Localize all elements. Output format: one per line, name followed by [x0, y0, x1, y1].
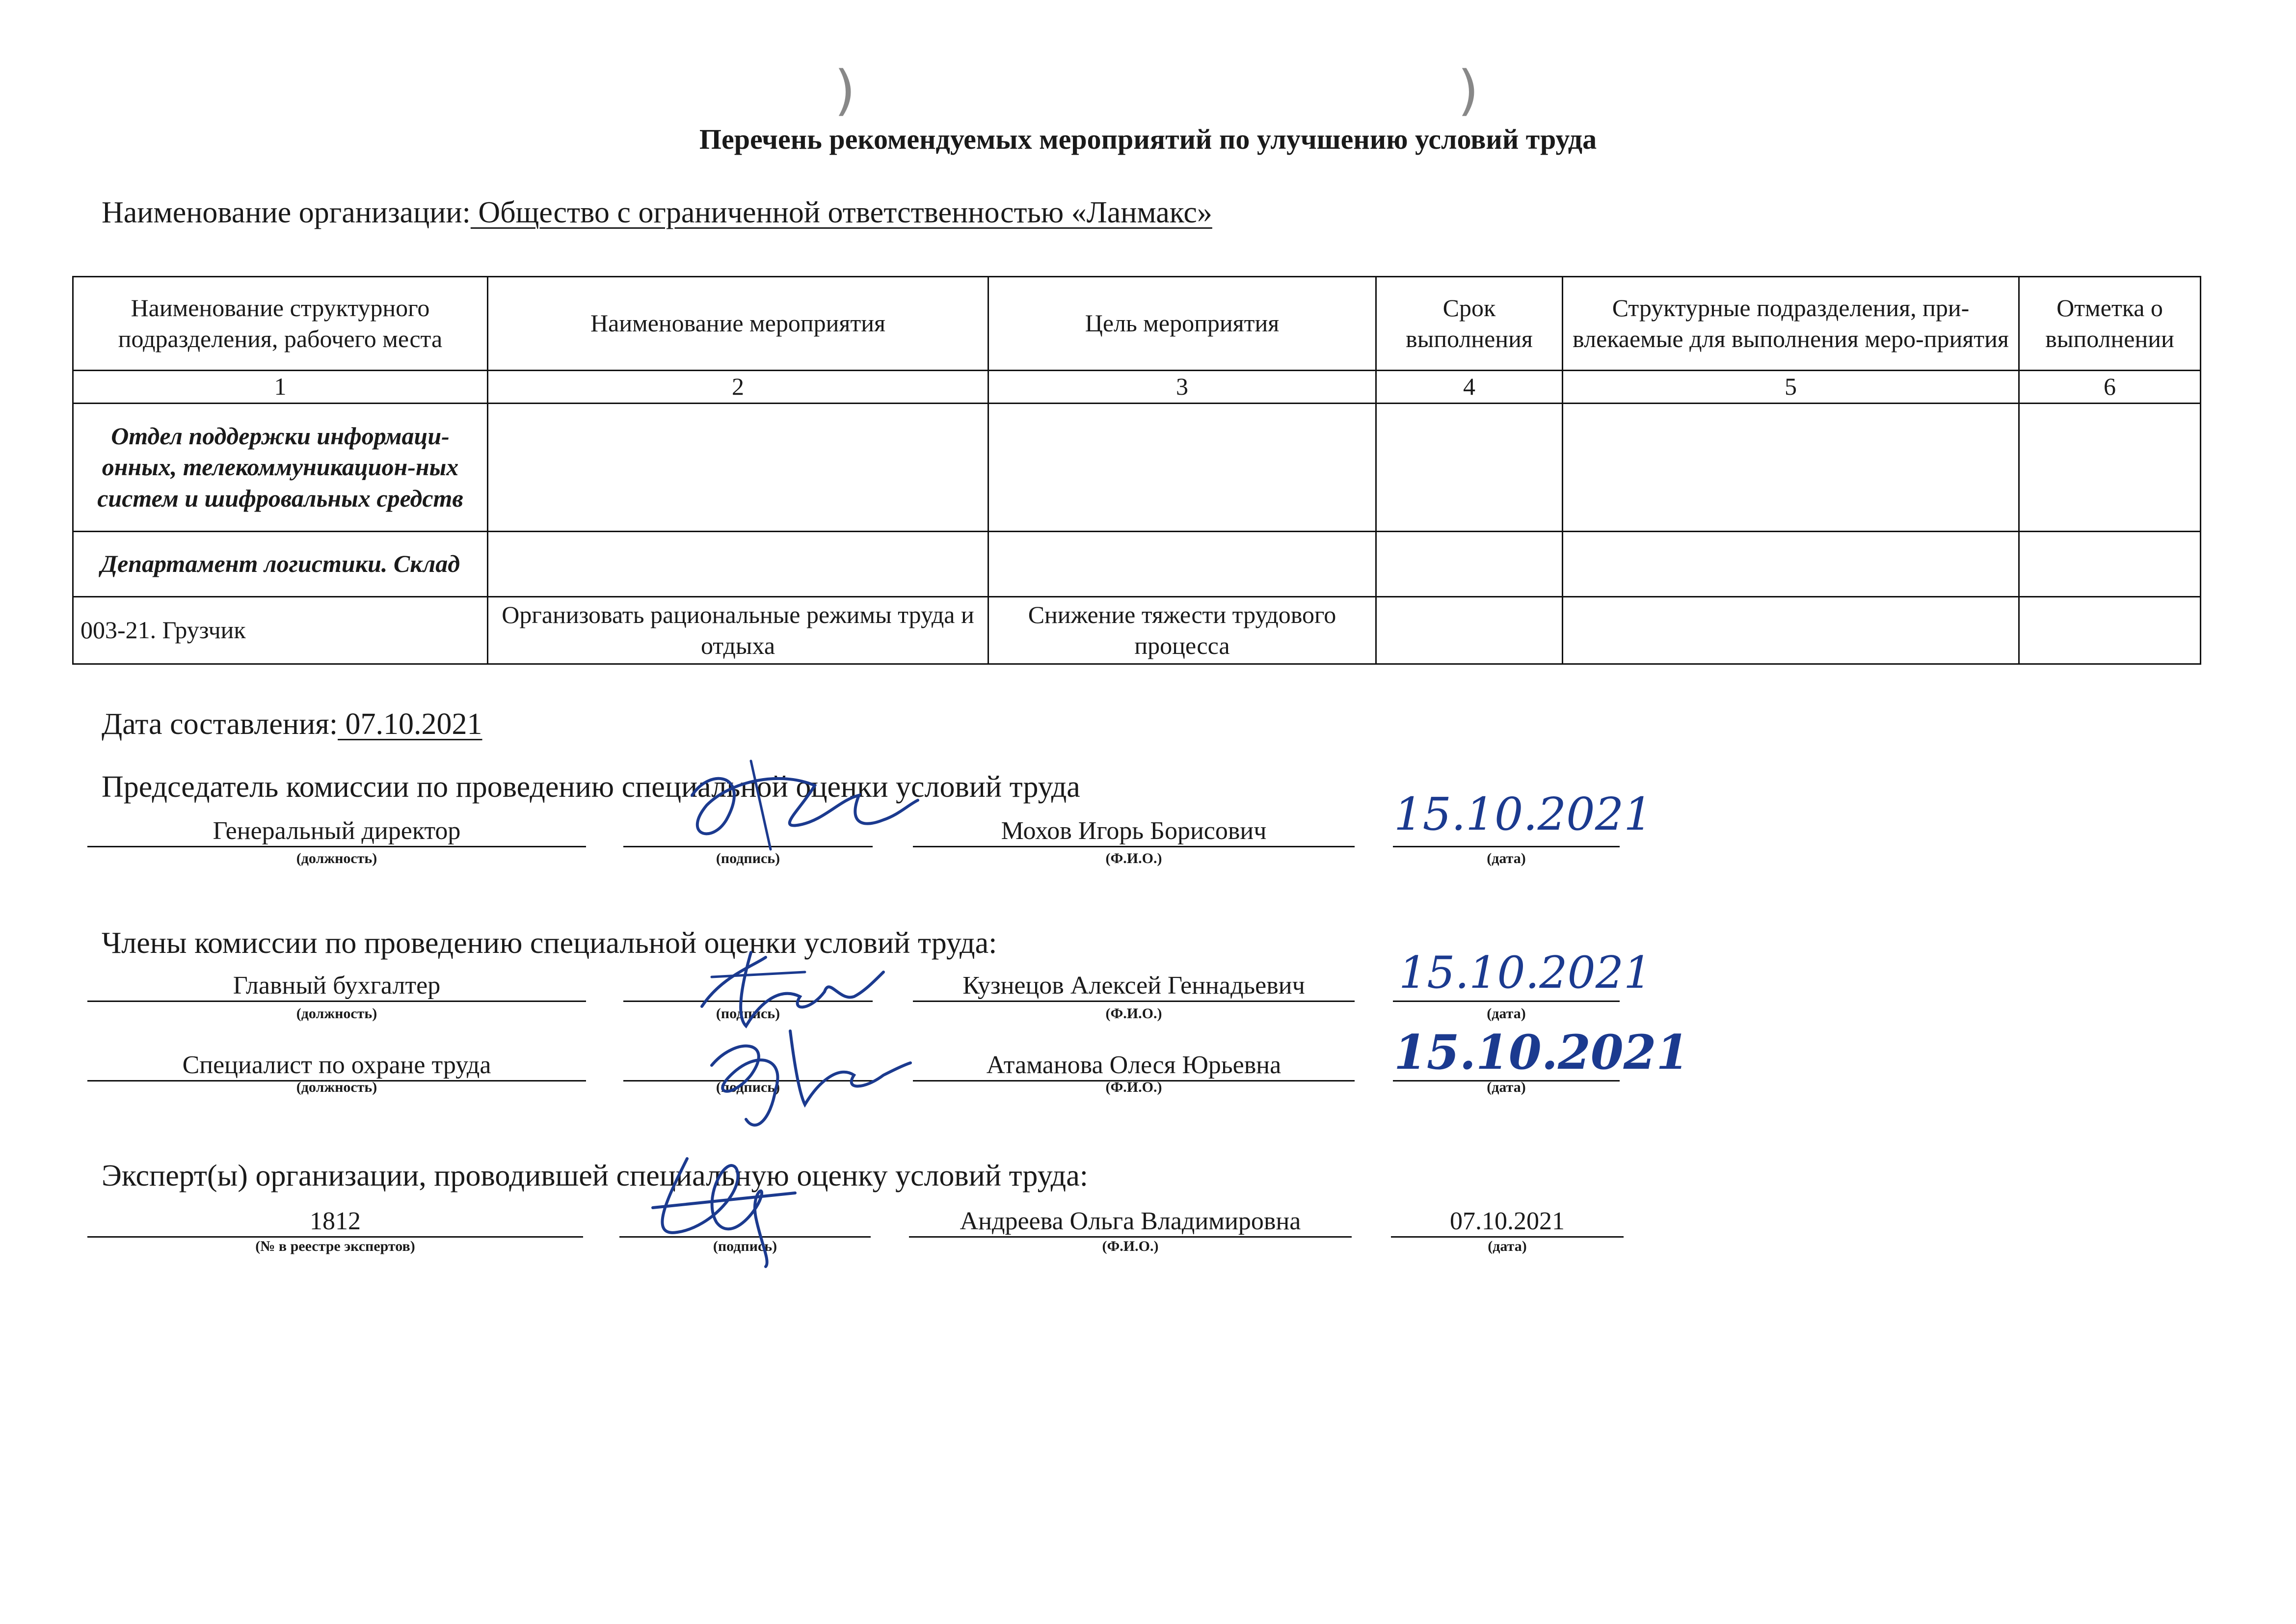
table-cell — [988, 532, 1376, 597]
caption-date: (дата) — [1487, 850, 1526, 866]
mark-cell — [2019, 597, 2201, 664]
chair-date-handwritten-icon — [1389, 788, 1653, 844]
member-position: Главный бухгалтер — [87, 971, 586, 1002]
caption-date: (дата) — [1487, 1005, 1526, 1022]
member-signature-icon — [677, 1021, 913, 1134]
table-row — [73, 597, 2201, 664]
organization-value: Общество с ограниченной ответственностью «Ланмакс» — [470, 196, 1212, 229]
column-number: 4 — [1376, 371, 1563, 404]
table-cell — [1563, 532, 2019, 597]
header-cell: Цель мероприятия — [988, 277, 1376, 371]
member-signature-icon — [682, 947, 888, 1031]
caption-fio: (Ф.И.О.) — [1105, 1079, 1162, 1095]
expert-name: Андреева Ольга Владимировна — [909, 1207, 1352, 1238]
column-number: 6 — [2019, 371, 2201, 404]
expert-date: 07.10.2021 — [1391, 1207, 1624, 1238]
member-position: Специалист по охране труда — [87, 1051, 586, 1082]
handwritten-date: 15.10.2021 — [1394, 788, 1653, 840]
header-cell: Наименование мероприятия — [488, 277, 988, 371]
header-cell: Структурные подразделения, при-влекаемые для выполнения меро-приятия — [1563, 277, 2019, 371]
members-heading: Члены комиссии по проведению специальной оценки условий труда: — [102, 926, 997, 960]
handwritten-date: 15.10.2021 — [1394, 1025, 1689, 1080]
caption-position: (должность) — [296, 1005, 377, 1022]
caption-position: (должность) — [296, 850, 377, 866]
table-cell — [2019, 532, 2201, 597]
goal-cell: Снижение тяжести трудового процесса — [988, 597, 1376, 664]
units-cell — [1563, 597, 2019, 664]
department-cell: Отдел поддержки информаци-онных, телекоммуникацион-ных систем и шифровальных средств — [73, 404, 488, 532]
table-cell — [1563, 404, 2019, 532]
table-cell — [488, 404, 988, 532]
chair-signature-icon — [653, 746, 928, 864]
member-date-handwritten-icon — [1389, 1027, 1693, 1086]
measure-cell: Организовать рациональные режимы труда и отдыха — [488, 597, 988, 664]
expert-signature-icon — [638, 1139, 805, 1272]
deadline-cell — [1376, 597, 1563, 664]
caption-signature: (подпись) — [716, 1005, 780, 1022]
caption-date: (дата) — [1487, 1079, 1526, 1095]
scan-mark: ) — [834, 59, 855, 122]
table-cell — [1376, 404, 1563, 532]
table-header-row — [73, 277, 2201, 371]
caption-fio: (Ф.И.О.) — [1105, 850, 1162, 866]
chair-position: Генеральный директор — [87, 816, 586, 847]
caption-signature: (подпись) — [716, 1079, 780, 1095]
column-number: 2 — [488, 371, 988, 404]
table-cell — [1376, 532, 1563, 597]
table-row — [73, 532, 2201, 597]
column-number: 3 — [988, 371, 1376, 404]
table-number-row — [73, 371, 2201, 404]
header-cell: Срок выполнения — [1376, 277, 1563, 371]
table-cell — [488, 532, 988, 597]
header-cell: Наименование структурного подразделения, рабочего места — [73, 277, 488, 371]
member-date-handwritten-icon — [1394, 947, 1652, 1002]
caption-signature: (подпись) — [716, 850, 780, 866]
expert-heading: Эксперт(ы) организации, проводившей специальную оценку условий труда: — [102, 1159, 1088, 1192]
caption-fio: (Ф.И.О.) — [1102, 1238, 1159, 1254]
caption-fio: (Ф.И.О.) — [1105, 1005, 1162, 1022]
compile-date-value: 07.10.2021 — [338, 707, 482, 741]
scan-mark: ) — [1458, 59, 1479, 122]
measures-table — [72, 276, 2201, 665]
caption-date: (дата) — [1488, 1238, 1527, 1254]
organization-label: Наименование организации: — [102, 196, 471, 229]
expert-registry-number: 1812 — [87, 1207, 583, 1238]
caption-signature: (подпись) — [713, 1238, 777, 1254]
workplace-cell: 003-21. Грузчик — [73, 597, 488, 664]
compile-date-label: Дата составления: — [102, 707, 338, 741]
member-name: Атаманова Олеся Юрьевна — [913, 1051, 1355, 1082]
table-row — [73, 404, 2201, 532]
chair-heading: Председатель комиссии по проведению специальной оценки условий труда — [102, 770, 1080, 804]
document-title: Перечень рекомендуемых мероприятий по улучшению условий труда — [699, 123, 1597, 155]
column-number: 5 — [1563, 371, 2019, 404]
header-cell: Отметка о выполнении — [2019, 277, 2201, 371]
caption-position: (должность) — [296, 1079, 377, 1095]
member-name: Кузнецов Алексей Геннадьевич — [913, 971, 1355, 1002]
compile-date-line — [102, 707, 482, 742]
table-cell — [2019, 404, 2201, 532]
handwritten-date: 15.10.2021 — [1399, 947, 1652, 999]
organization-line — [102, 195, 1212, 230]
chair-name: Мохов Игорь Борисович — [913, 816, 1355, 847]
table-cell — [988, 404, 1376, 532]
column-number: 1 — [73, 371, 488, 404]
caption-registry: (№ в реестре экспертов) — [255, 1238, 415, 1254]
department-cell: Департамент логистики. Склад — [73, 532, 488, 597]
